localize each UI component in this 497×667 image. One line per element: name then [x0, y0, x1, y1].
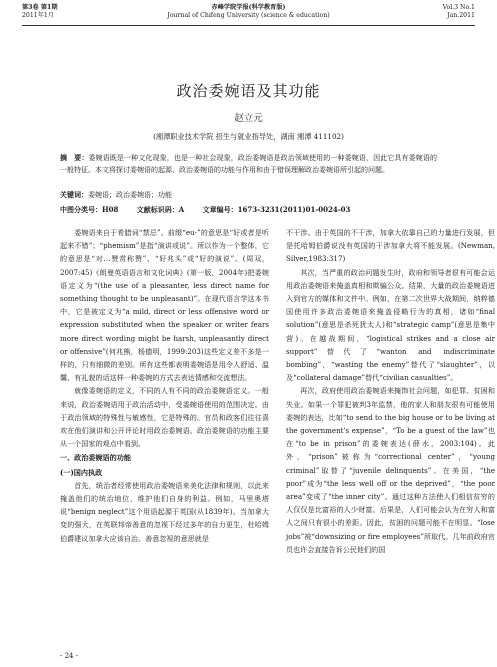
classification-info [60, 204, 437, 216]
journal-name-cn: 赤峰学院学报(科学教育版) [211, 4, 286, 11]
subsection-heading: (一)国内执政 [60, 467, 103, 477]
right-column [286, 226, 495, 556]
paragraph: 再次，政府使用政治委婉语来掩饰社会问题，如犯罪、贫困和失业。如果一个罪犯被判3年监禁，他的家人和朋友很有可能使用委婉的表达，比如“to send to the big house or to be living at the government's expense”，“To be a guest of the law”也在“to be in prison”的委婉表达(薛水，2003:104)。此外，“prison”被称为“correctional center”，“young criminal”取替了“juvenile delinquents”。在美国，“the poor”成为“the less well off or the deprived”，“the poor area”变成了“the inner city”。通过这种方法使人们相信贫穷的人仅仅是比富裕的人少财富。后果是，人们可能会认为在穷人和富人之间只有很小的差距。因此，贫困的问题可能不在明显。“lose jobs”被“downsizing or fire employees”所取代。几年前政府官员也许会直接告诉公民他们的国 [286, 386, 495, 554]
journal-name-en: Journal of Chifeng University (science & education) [167, 12, 330, 19]
date-cn: 2011年1月 [22, 12, 55, 19]
section-heading: 一、政治委婉语的功能 [60, 453, 131, 463]
paragraph: 首先，统治者经常使用政治委婉语来美化法律和规则，以此来掩盖他们的统治地位，维护他们自身的利益。例如，马里奥塔说“benign neglect”这个用语起源于英国(从1839年)。当加拿大变的强大，在英联邦帝善意的忽视下经过多年的自力更生，杜哈姆伯爵建议加拿大应该自治。善意忽视的意思就是 [60, 480, 269, 543]
author-name: 赵立元 [234, 113, 263, 124]
keywords [60, 189, 437, 201]
running-header [22, 4, 475, 32]
paragraph-continued: 不干涉。由于英国的不干涉，加拿大依靠自己的力量进行发展，但是托哈姆伯爵说没有英国的干涉加拿大将不能发展。(Newman, Silver,1983:317) [286, 228, 495, 264]
author-affiliation: (湘潭职业技术学院 招生与就业指导处，湖南 湘潭 411102) [153, 132, 344, 141]
paragraph: 就像委婉语的定义，不同的人有不同的政治委婉语定义。一般来说，政治委婉语用于政治活动中，受委婉语使用的范围决定。由于政治领域的特殊性与敏感性，它是特殊的。官员和政客们往往喜欢在他们演讲和公开评论时用政治委婉语。政治委婉语的功能主要从一个国家的观点中看到。 [60, 386, 269, 449]
clc-number: 中图分类号：H08 [60, 205, 119, 214]
volume-en: Vol.3 No.1 [442, 4, 475, 11]
page-number: - 24 - [60, 652, 79, 660]
paper-title: 政治委婉语及其功能 [176, 82, 321, 100]
date-en: Jan.2011 [447, 12, 475, 19]
keywords-text: 委婉语；政治委婉语；功能 [88, 191, 172, 199]
volume-cn: 第3卷 第1期 [22, 4, 58, 11]
paragraph: 委婉语来自于希腊词“禁忌”。前缀“eu-”的意思是“好或者是听起来不错”；“phemism”是指“演讲或说”。所以作为一个整体，它的意思是“对…赞赏称赞”、“好兆头”或“好的演说”。(周双，2007:45)《朗曼英语语言和文化词典》(第一版，2004年)把委婉语定义为“(the use of a pleasanter, less direct name for something thought to be unpleasant)”。在现代语言学这本书中，它是被定义为“a mild, direct or less offensive word or expression substituted when the speaker or writer fears more direct wording might be harsh, unpleasantly direct or offensive”(何兆熊，杨德明，1999:203)这些定义差不多是一样的，只有细微的差别。所有这些都表明委婉语是用令人舒适、温馨、有礼貌的话这样一种委婉的方式去表达情感和交流想法。 [60, 228, 269, 383]
keywords-label: 关键词： [60, 190, 88, 199]
left-column [60, 226, 269, 545]
abstract [60, 152, 437, 176]
header-right [443, 4, 475, 20]
paragraph: 其次，当严重的政治问题发生时，政府和领导者很有可能会运用政治委婉语来掩盖真相和欺骗公众。结果，大量的政治委婉语进入到官方的媒体和文件中。例如，在第二次世界大战期间，纳粹德国使用许多政治委婉语来掩盖侵略行为的真相，诸如“final solution”(意思是杀死犹太人)和“strategic camp”(意思是集中营)。在越战期间，“logistical strikes and a close air support”替代了“wanton and indiscriminate bombing”，“wasting the enemy”替代了“slaughter”，以及“collateral damage”替代“civilian casualties”。 [286, 267, 495, 383]
abstract-label: 摘 要： [60, 153, 89, 162]
abstract-text: 委婉语既是一种文化现象，也是一种社会现象，政治委婉语是政治领域使用的一种委婉语，因此它具有委婉语的一般特征。本文将探讨委婉语的起源、政治委婉语的功能与作用和由于错误理解政治委婉语所引起的问题。 [60, 154, 438, 174]
header-rule [22, 25, 475, 26]
document-code: 文献标识码：A [136, 205, 185, 214]
article-number: 文章编号：1673-3231(2011)01-0024-03 [202, 205, 351, 214]
header-center [22, 4, 475, 20]
